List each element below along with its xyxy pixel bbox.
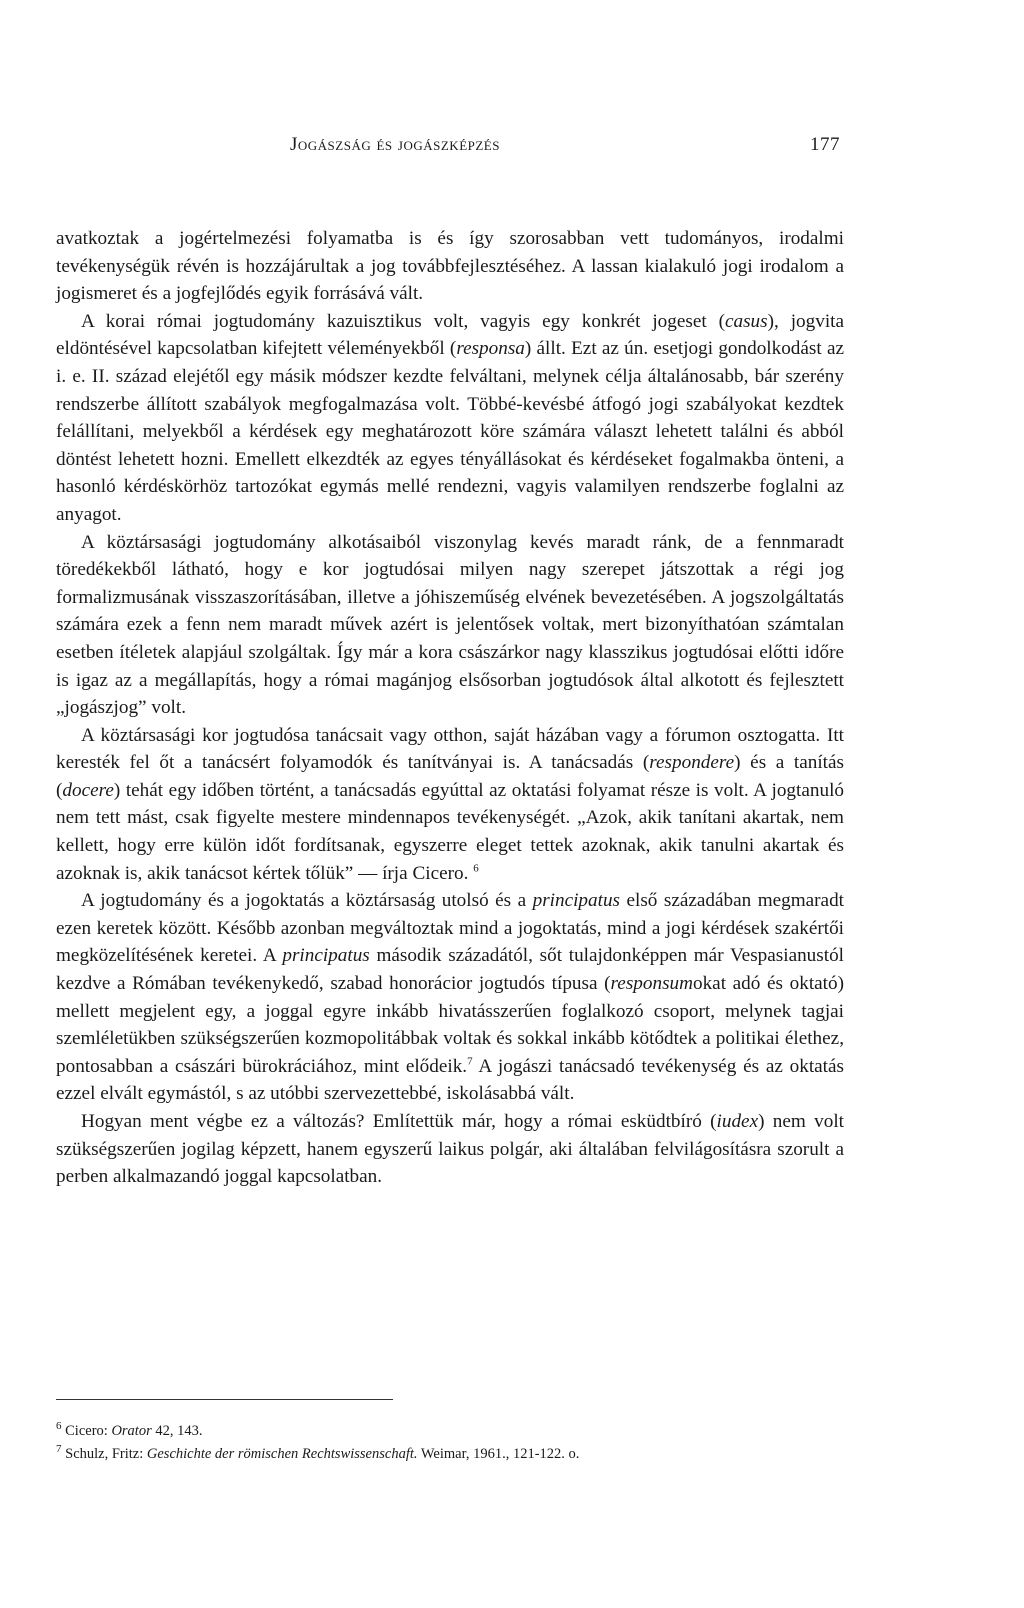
page-number: 177	[810, 134, 840, 155]
body-text	[56, 225, 844, 1191]
text-run: okat adó és oktató) mellett megjelent egy, a joggal egyre inkább hivatásszerűen foglalkozó csoport, melynek tagjai szemléletükben szükségszerűen kozmopolitábbak voltak és sokkal inkább kötődtek a politikai élethez, pontosabban a császári bürokráciához, mint elődeik.	[56, 973, 844, 1077]
footnote-ref: 7	[56, 1443, 62, 1456]
footnote-divider	[56, 1399, 393, 1400]
text-run: avatkoztak a jogértelmezési folyamatba is és így szorosabban vett tudományos, irodalmi tevékenységük révén is hozzájárultak a jog továbbfejlesztéséhez. A lassan kialakuló jogi irodalom a jogismeret és a jogfejlődés egyik forrásává vált.	[56, 228, 844, 305]
text-run: Weimar, 1961., 121-122. o.	[417, 1446, 580, 1462]
italic-term: Orator	[111, 1423, 152, 1439]
text-run: ) állt. Ezt az ún. esetjogi gondolkodást az i. e. II. század elejétől egy másik módszer kezdte felváltani, melynek célja általánosabb, bár szerény rendszerbe állított szabályok megfogalmazása volt. Többé-kevésbé átfogó jogi szabályokat kezdtek felállítani, melyekből a kérdések egy meghatározott köre számára választ lehetett találni és abból döntést lehetett hozni. Emellett elkezdték az egyes tényállásokat és kérdéseket fogalmakba önteni, a hasonló kérdéskörhöz tartozókat egymás mellé rendezni, vagyis valamilyen rendszerbe foglalni az anyagot.	[56, 338, 844, 525]
text-run: ) és a tanítás (	[56, 752, 844, 801]
text-run: A jogtudomány és a jogoktatás a köztársaság utolsó és a	[81, 890, 533, 912]
footnotes	[56, 1420, 844, 1466]
footnote	[56, 1443, 844, 1466]
footnote-ref: 7	[467, 1055, 473, 1068]
italic-term: principatus	[282, 945, 370, 967]
italic-term: docere	[62, 779, 114, 801]
text-run: Hogyan ment végbe ez a változás? Említettük már, hogy a római esküdtbíró (	[81, 1111, 717, 1132]
paragraph	[56, 1108, 844, 1191]
text-run: A köztársasági jogtudomány alkotásaiból viszonylag kevés maradt ránk, de a fennmaradt töredékekből látható, hogy e kor jogtudósai milyen nagy szerepet játszottak a régi jog formalizmusának visszaszorításában, illetve a jóhiszeműség elvének bevezetésében. A jogszolgáltatás számára ezek a fenn nem maradt művek azért is jelentősek voltak, mert bizonyíthatóan számtalan esetben ítéletek alapjául szolgáltak. Így már a kora császárkor nagy klasszikus jogtudósai előtti időre is igaz az a megállapítás, hogy a római magánjog elsősorban jogtudósok által alkotott és fejlesztett „jogászjog” volt.	[56, 531, 844, 719]
footnote-ref: 6	[473, 862, 479, 875]
text-run: ) nem volt szükségszerűen jogilag képzett, hanem egyszerű laikus polgár, aki általában felvilágosításra szorult a perben alkalmazandó joggal kapcsolatban.	[56, 1111, 844, 1188]
italic-term: casus	[724, 310, 768, 332]
italic-term: responsum	[610, 973, 693, 995]
running-title: Jogászság és jogászképzés	[290, 134, 500, 155]
text-run: első századában megmaradt ezen keretek között. Később azonban megváltoztak mind a jogoktatás, mind a jogi kérdések szakértői megközelítésének keretei. A	[56, 890, 844, 967]
text-run: Cicero:	[61, 1423, 112, 1439]
text-run: A köztársasági kor jogtudósa tanácsait vagy otthon, saját házában vagy a fórumon osztogatta. Itt keresték fel őt a tanácsért folyamodók és tanítványai is. A tanácsadás (	[56, 724, 844, 774]
text-run: A korai római jogtudomány kazuisztikus volt, vagyis egy konkrét jogeset (	[81, 310, 725, 332]
paragraph	[56, 308, 844, 529]
text-run: 42, 143.	[151, 1423, 203, 1439]
paragraph	[56, 887, 844, 1108]
italic-term: principatus	[532, 890, 621, 912]
text-run: Schulz, Fritz:	[61, 1446, 147, 1462]
text-run: ), jogvita eldöntésével kapcsolatban kifejtett véleményekből (	[56, 310, 844, 360]
text-run: A jogászi tanácsadó tevékenység és az oktatás ezzel elvált egymástól, s az utóbbi szervezettebbé, iskolásabbá vált.	[56, 1055, 844, 1105]
paragraph	[56, 225, 844, 308]
paragraph	[56, 529, 844, 722]
footnote	[56, 1420, 844, 1443]
text-run: második századától, sőt tulajdonképpen már Vespasianustól kezdve a Rómában tevékenykedő, szabad honorácior jogtudós típusa (	[56, 945, 844, 995]
footnote-ref: 6	[56, 1420, 62, 1433]
paragraph	[56, 722, 844, 888]
italic-term: respondere	[649, 752, 735, 774]
text-run: ) tehát egy időben történt, a tanácsadás egyúttal az oktatási folyamat része is volt. A jogtanuló nem tett mást, csak figyelte mestere mindennapos tevékenységét. „Azok, akik tanítani akartak, nem kellett, hogy erre külön időt fordítsanak, egyszerre eleget tettek azoknak, akik tanulni akartak és azoknak is, akik tanácsot kértek tőlük” — írja Cicero.	[56, 779, 844, 884]
italic-term: responsa	[456, 338, 525, 360]
italic-term: Geschichte der römischen Rechtswissenschaft.	[146, 1446, 418, 1462]
running-header	[290, 134, 840, 164]
italic-term: iudex	[716, 1111, 759, 1132]
